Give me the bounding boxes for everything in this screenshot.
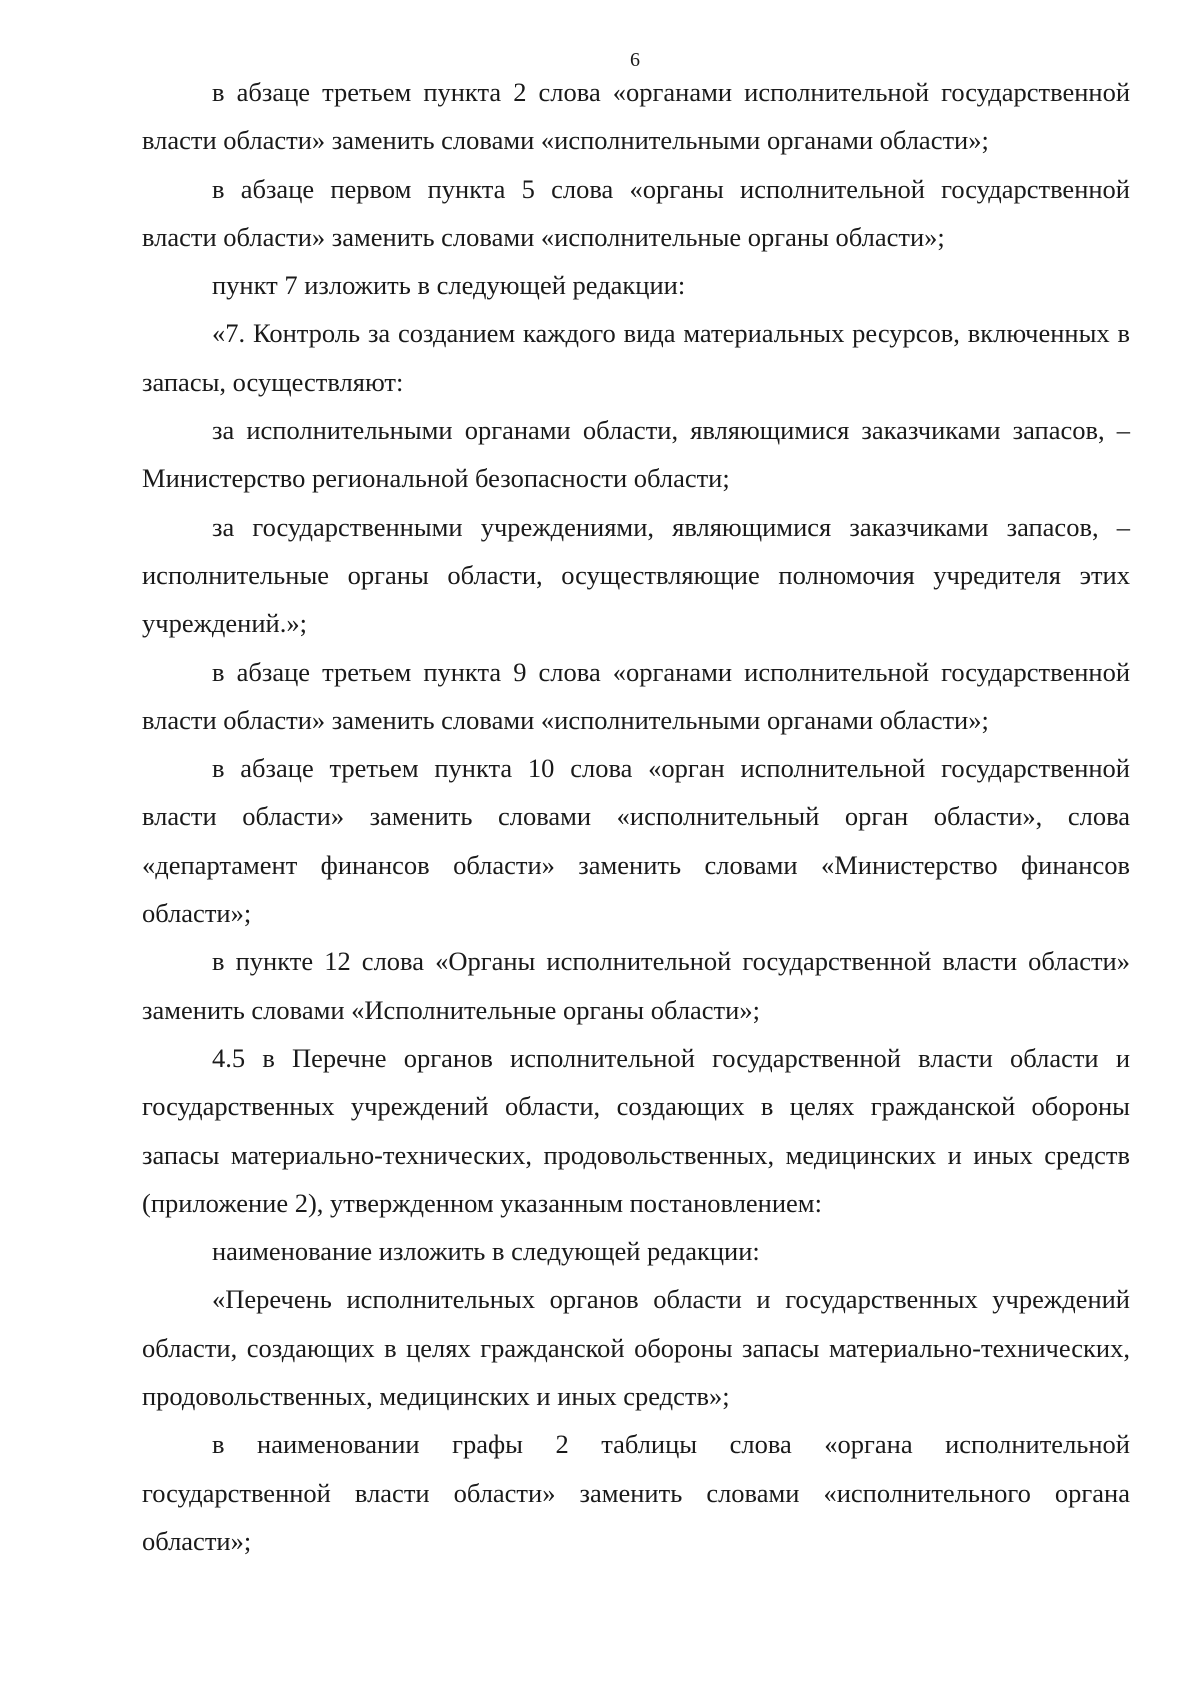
paragraph: «Перечень исполнительных органов области и государственных учреждений области, создающих в целях гражданской обороны запасы материально-технических, продовольственных, медицинских и иных средств»;	[142, 1284, 1130, 1412]
page-number: 6	[630, 49, 640, 71]
paragraph: в абзаце третьем пункта 10 слова «орган исполнительной государственной власти области» заменить словами «исполнительный орган области», слова «департамент финансов области» заменить словами «Министерство финансов области»;	[142, 753, 1130, 929]
paragraph: в пункте 12 слова «Органы исполнительной государственной власти области» заменить словами «Исполнительные органы области»;	[142, 946, 1130, 1025]
paragraph: «7. Контроль за созданием каждого вида материальных ресурсов, включенных в запасы, осуществляют:	[142, 318, 1130, 397]
paragraph: в наименовании графы 2 таблицы слова «органа исполнительной государственной власти области» заменить словами «исполнительного органа области»;	[142, 1429, 1130, 1556]
paragraph: за исполнительными органами области, являющимися заказчиками запасов, – Министерство региональной безопасности области;	[142, 415, 1130, 494]
paragraph: пункт 7 изложить в следующей редакции:	[212, 270, 686, 301]
document-body	[142, 68, 1130, 1565]
paragraph: за государственными учреждениями, являющимися заказчиками запасов, – исполнительные органы области, осуществляющие полномочия учредителя этих учреждений.»;	[142, 511, 1130, 639]
paragraph: в абзаце третьем пункта 9 слова «органами исполнительной государственной власти области» заменить словами «исполнительными органами области»;	[142, 656, 1130, 735]
paragraph: в абзаце третьем пункта 2 слова «органами исполнительной государственной власти области» заменить словами «исполнительными органами области»;	[142, 77, 1130, 156]
paragraph: 4.5 в Перечне органов исполнительной государственной власти области и государственных учреждений области, создающих в целях гражданской обороны запасы материально-технических, продовольственных, медицинских и иных средств (приложение 2), утвержденном указанным постановлением:	[142, 1042, 1130, 1218]
paragraph: наименование изложить в следующей редакции:	[212, 1236, 760, 1267]
paragraph: в абзаце первом пункта 5 слова «органы исполнительной государственной власти области» заменить словами «исполнительные органы области»;	[142, 173, 1130, 252]
